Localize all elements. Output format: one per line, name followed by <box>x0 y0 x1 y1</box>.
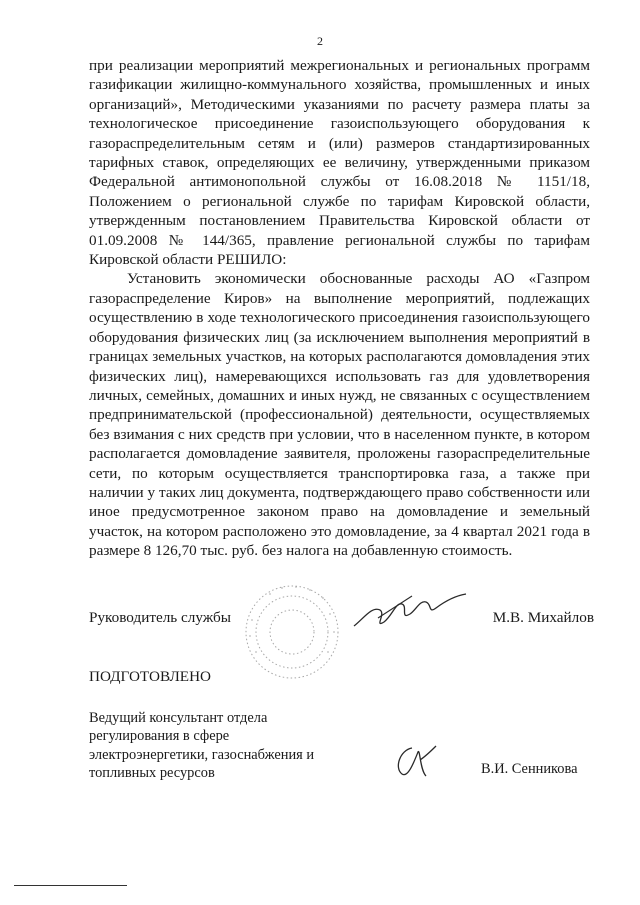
consultant-title-line: топливных ресурсов <box>89 765 215 782</box>
footnote-divider <box>14 885 127 886</box>
official-stamp <box>230 574 360 684</box>
director-signature <box>350 588 470 633</box>
consultant-name: В.И. Сенникова <box>481 761 578 777</box>
prepared-label: ПОДГОТОВЛЕНО <box>89 668 212 685</box>
consultant-signature <box>390 742 440 782</box>
page-number: 2 <box>317 34 323 48</box>
document-body <box>89 56 590 561</box>
consultant-title-line: регулирования в сфере <box>89 728 230 745</box>
consultant-title-line: электроэнергетики, газоснабжения и <box>89 746 315 763</box>
body-paragraph-legal-basis: при реализации мероприятий межрегиональных и региональных программ газификации жилищно-коммунального хозяйства, промышленных и иных организаций», Методическими указаниями по расчету размера платы за технологическое присоединение газоиспользующего оборудования к газораспределительным сетям и (или) размеров стандартизированных тарифных ставок, определяющих ее величину, утвержденными приказом Федеральной антимонопольной службы от 16.08.2018 № 1151/18, Положением о региональной службе по тарифам Кировской области, утвержденным постановлением Правительства Кировской области от 01.09.2008 № 144/365, правление региональной службы по тарифам Кировской области РЕШИЛО: <box>89 57 590 269</box>
body-paragraph-decision: Установить экономически обоснованные расходы АО «Газпром газораспределение Киров» на выполнение мероприятий, подлежащих осуществлению в ходе технологического присоединения газоиспользующего оборудования физических лиц (за исключением выполнения мероприятий в границах земельных участков, на которых располагаются домовладения этих физических лиц), намеревающихся использовать газ для удовлетворения личных, семейных, домашних и иных нужд, не связанных с осуществлением предпринимательской (профессиональной) деятельности, осуществляемых без взимания с них средств при условии, что в населенном пункте, в котором располагается домовладение заявителя, проложены газораспределительные сети, по которым осуществляется транспортировка газа, а также при наличии у таких лиц документа, подтверждающего право собственности или иное предусмотренное законом право на домовладение и земельный участок, на котором расположено это домовладение, за 4 квартал 2021 года в размере 8 126,70 тыс. руб. без налога на добавленную стоимость. <box>89 270 590 560</box>
signatory-position: Руководитель службы <box>89 609 231 626</box>
consultant-title <box>89 709 349 783</box>
consultant-title-line: Ведущий консультант отдела <box>89 710 268 726</box>
signatory-name: М.В. Михайлов <box>492 609 594 626</box>
